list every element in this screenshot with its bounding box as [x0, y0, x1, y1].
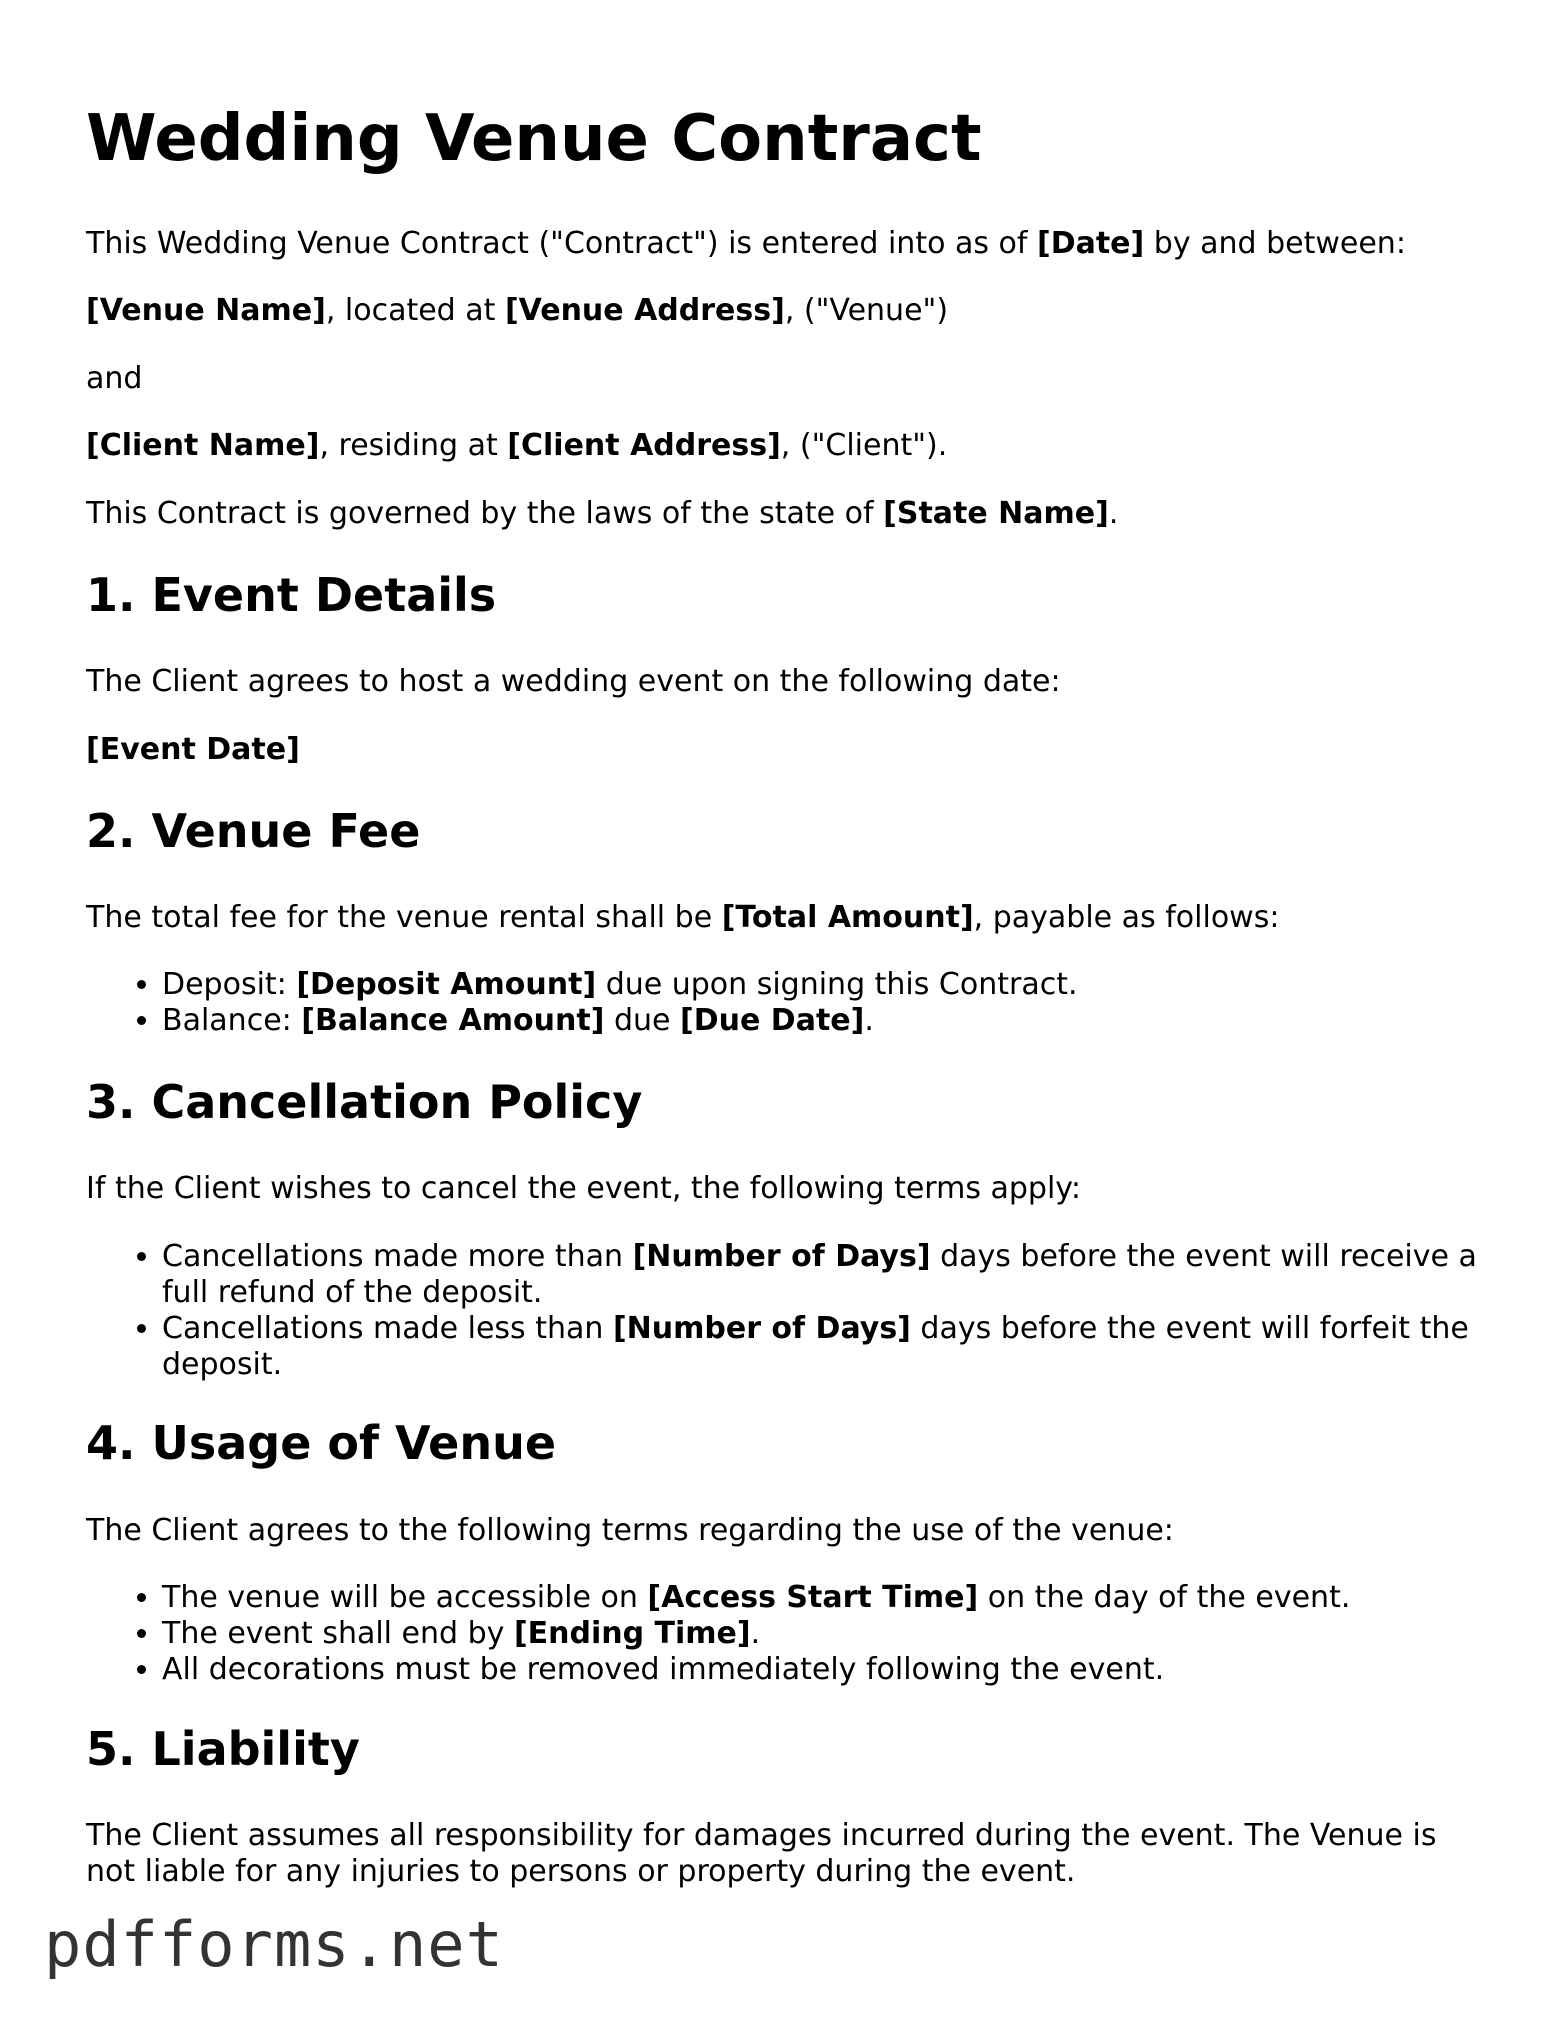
section-heading-liability: 5. Liability [86, 1722, 360, 1776]
cancellation-list [86, 1239, 1486, 1383]
governing-law: This Contract is governed by the laws of the state of [State Name]. [86, 496, 1119, 531]
event-details-text: The Client agrees to host a wedding event on the following date: [86, 664, 1061, 699]
section-heading-cancellation-policy: 3. Cancellation Policy [86, 1075, 643, 1129]
date-placeholder: [Date] [1036, 226, 1145, 261]
access-start-time-placeholder: [Access Start Time] [647, 1580, 979, 1615]
deposit-amount-placeholder: [Deposit Amount] [296, 967, 597, 1002]
number-of-days-placeholder: [Number of Days] [612, 1311, 911, 1346]
list-item: • Deposit: [Deposit Amount] due upon signing this Contract. [162, 967, 1486, 1003]
cancellation-text: If the Client wishes to cancel the event, the following terms apply: [86, 1171, 1081, 1206]
section-heading-event-details: 1. Event Details [86, 568, 497, 622]
venue-name-placeholder: [Venue Name] [86, 293, 326, 328]
section-heading-venue-fee: 2. Venue Fee [86, 804, 421, 858]
list-item: • Balance: [Balance Amount] due [Due Date]. [162, 1003, 1486, 1039]
intro-paragraph: This Wedding Venue Contract ("Contract") is entered into as of [Date] by and between: [86, 226, 1406, 261]
venue-address-placeholder: [Venue Address] [504, 293, 785, 328]
section-heading-usage-of-venue: 4. Usage of Venue [86, 1416, 557, 1470]
venue-fee-text: The total fee for the venue rental shall be [Total Amount], payable as follows: [86, 900, 1280, 935]
client-address-placeholder: [Client Address] [507, 428, 781, 463]
client-party: [Client Name], residing at [Client Address], ("Client"). [86, 428, 948, 463]
state-name-placeholder: [State Name] [883, 496, 1109, 531]
list-item: • The event shall end by [Ending Time]. [162, 1616, 1486, 1652]
usage-text: The Client agrees to the following terms regarding the use of the venue: [86, 1513, 1174, 1548]
list-item: • All decorations must be removed immediately following the event. [162, 1652, 1486, 1688]
client-name-placeholder: [Client Name] [86, 428, 320, 463]
venue-party: [Venue Name], located at [Venue Address], ("Venue") [86, 293, 949, 328]
total-amount-placeholder: [Total Amount] [721, 900, 974, 935]
usage-list [86, 1580, 1486, 1688]
watermark-logo: pdfforms.net [44, 1908, 504, 1981]
list-item: • Cancellations made less than [Number of Days] days before the event will forfeit the deposit. [162, 1311, 1486, 1383]
number-of-days-placeholder: [Number of Days] [632, 1239, 931, 1274]
venue-fee-list [86, 967, 1486, 1039]
list-item: • Cancellations made more than [Number of Days] days before the event will receive a full refund of the deposit. [162, 1239, 1486, 1311]
and-text: and [86, 361, 143, 396]
due-date-placeholder: [Due Date] [680, 1003, 865, 1038]
document-title: Wedding Venue Contract [86, 102, 982, 176]
liability-text: The Client assumes all responsibility for damages incurred during the event. The Venue is not liable for any injuries to persons or property during the event. [86, 1818, 1437, 1889]
balance-amount-placeholder: [Balance Amount] [301, 1003, 605, 1038]
list-item: • The venue will be accessible on [Access Start Time] on the day of the event. [162, 1580, 1486, 1616]
event-date-placeholder: [Event Date] [86, 732, 300, 767]
ending-time-placeholder: [Ending Time] [513, 1616, 751, 1651]
